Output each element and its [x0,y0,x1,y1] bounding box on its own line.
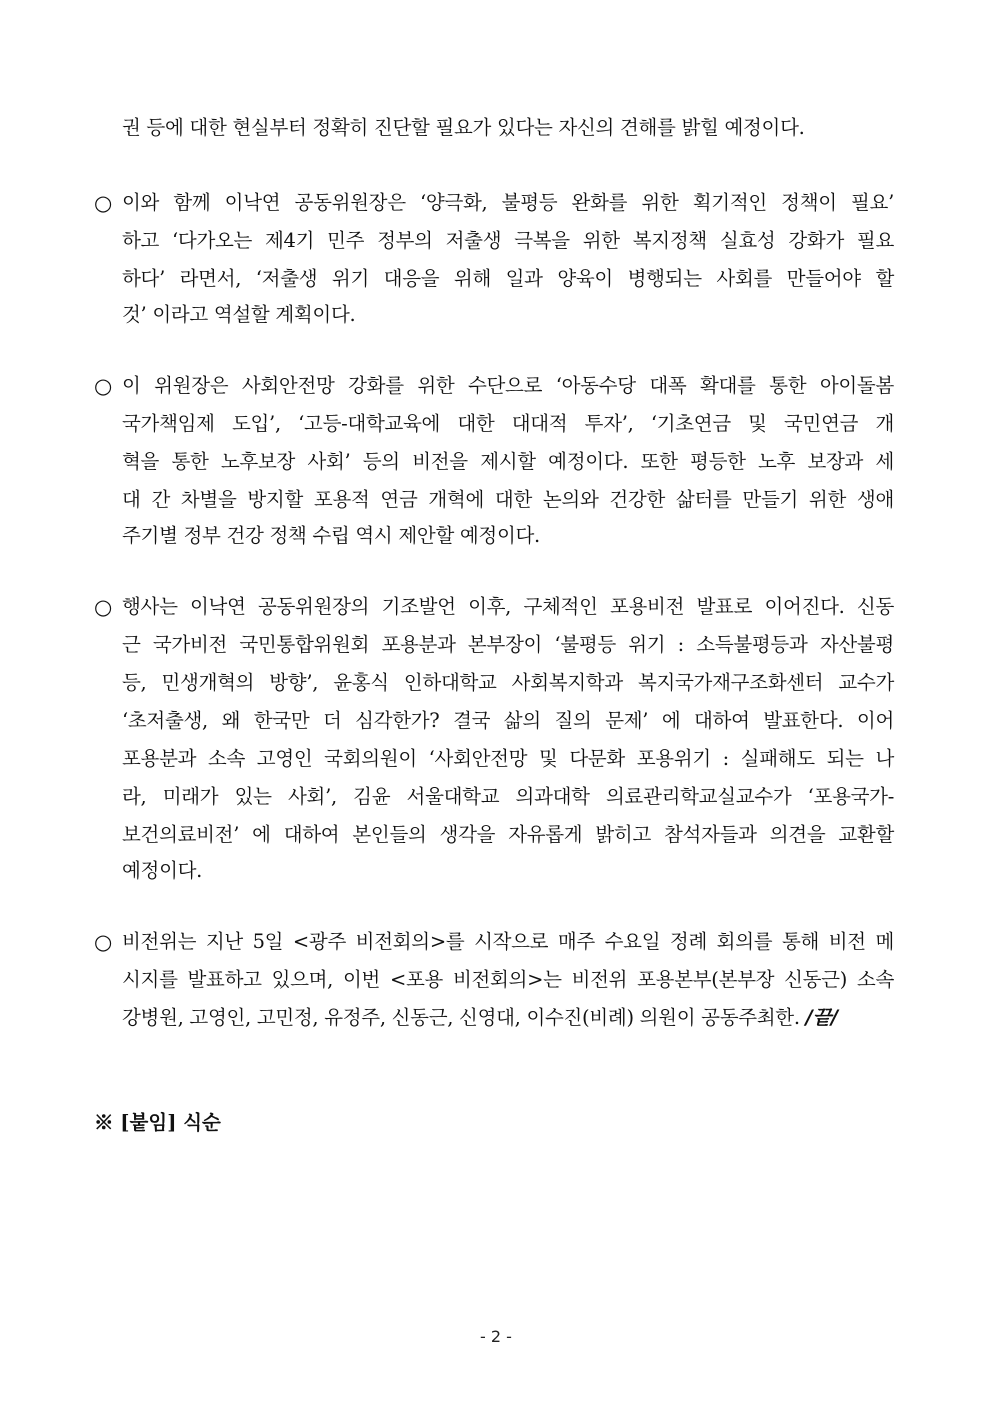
bullet-circle: ○ [94,191,113,215]
attachment-label: ※ [붙임] 식순 [94,1111,221,1134]
bullet-circle: ○ [94,930,113,954]
paragraph-line: 하고 ‘다가오는 제4기 민주 정부의 저출생 극복을 위한 복지정책 실효성 강화가 필요 [122,229,894,252]
paragraph-line: 것’ 이라고 역설할 계획이다. [122,303,356,326]
paragraph-line: 시지를 발표하고 있으며, 이번 <포용 비전회의>는 비전위 포용본부(본부장 신동근) 소속 [122,968,894,991]
paragraph-line: 비전위는 지난 5일 <광주 비전회의>를 시작으로 매주 수요일 정례 회의를 통해 비전 메 [122,930,894,953]
paragraph-line: 대 간 차별을 방지할 포용적 연금 개혁에 대한 논의와 건강한 삶터를 만들기 위한 생애 [122,488,894,511]
paragraph-line: 혁을 통한 노후보장 사회’ 등의 비전을 제시할 예정이다. 또한 평등한 노후 보장과 세 [122,450,894,473]
paragraph-line: 이 위원장은 사회안전망 강화를 위한 수단으로 ‘아동수당 대폭 확대를 통한 아이돌봄 [122,374,894,397]
paragraph-line: 하다’ 라면서, ‘저출생 위기 대응을 위해 일과 양육이 병행되는 사회를 만들어야 할 [122,267,894,290]
page-number: - 2 - [480,1327,512,1346]
bullet-circle: ○ [94,374,113,398]
paragraph-line: 이와 함께 이낙연 공동위원장은 ‘양극화, 불평등 완화를 위한 획기적인 정책이 필요’ [122,191,894,214]
paragraph-line: ‘초저출생, 왜 한국만 더 심각한가? 결국 삶의 질의 문제’ 에 대하여 발표한다. 이어 [122,709,894,732]
paragraph-line: 포용분과 소속 고영인 국회의원이 ‘사회안전망 및 다문화 포용위기 : 실패해도 되는 나 [122,747,894,770]
paragraph-text: 강병원, 고영인, 고민정, 유정주, 신동근, 신영대, 이수진(비례) 의원이 공동주최한. [122,1006,806,1029]
paragraph-line: 예정이다. [122,859,203,882]
paragraph-line: 국가책임제 도입’, ‘고등-대학교육에 대한 대대적 투자’, ‘기초연금 및 국민연금 개 [122,412,894,435]
paragraph-line: 보건의료비전’ 에 대하여 본인들의 생각을 자유롭게 밝히고 참석자들과 의견을 교환할 [122,823,894,846]
end-mark: /끝/ [805,1006,838,1029]
paragraph-line [122,995,838,1041]
paragraph-line: 라, 미래가 있는 사회’, 김윤 서울대학교 의과대학 의료관리학교실교수가 ‘포용국가- [122,785,894,808]
paragraph-line: 근 국가비전 국민통합위원회 포용분과 본부장이 ‘불평등 위기 : 소득불평등과 자산불평 [122,633,894,656]
paragraph-line: 주기별 정부 건강 정책 수립 역시 제안할 예정이다. [122,524,540,547]
paragraph-line: 행사는 이낙연 공동위원장의 기조발언 이후, 구체적인 포용비전 발표로 이어진다. 신동 [122,595,894,618]
bullet-circle: ○ [94,595,113,619]
paragraph-line: 등, 민생개혁의 방향’, 윤홍식 인하대학교 사회복지학과 복지국가재구조화센터 교수가 [122,671,894,694]
paragraph-line: 권 등에 대한 현실부터 정확히 진단할 필요가 있다는 자신의 견해를 밝힐 예정이다. [122,116,805,139]
